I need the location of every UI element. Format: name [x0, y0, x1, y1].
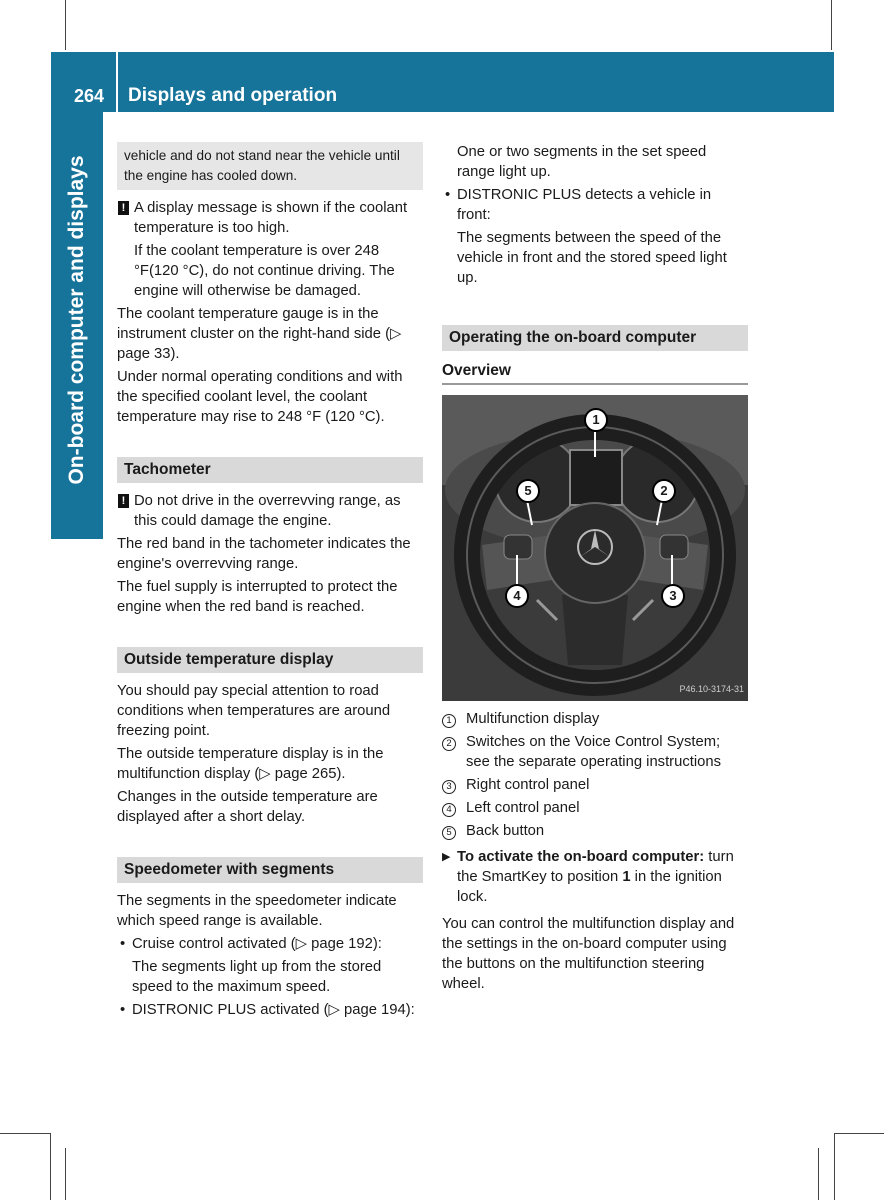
crop-mark — [834, 1133, 884, 1134]
side-tab-label: On-board computer and displays — [65, 155, 88, 485]
bullet-text: DISTRONIC PLUS detects a vehicle in front: — [457, 187, 712, 223]
legend-text: Back button — [466, 823, 545, 839]
note-box: vehicle and do not stand near the vehicle until the engine has cooled down. — [117, 142, 423, 190]
warning-coolant — [117, 198, 423, 304]
action-text: turn the SmartKey to position — [457, 849, 734, 885]
paragraph: The fuel supply is interrupted to protect the engine when the red band is reached. — [117, 579, 398, 615]
warning-tachometer — [117, 491, 423, 534]
crop-mark — [65, 1148, 66, 1200]
section-heading-speedometer: Speedometer with segments — [117, 857, 423, 883]
section-heading-operating: Operating the on-board computer — [442, 325, 748, 351]
warning-text: A display message is shown if the coolant temperature is too high. — [134, 200, 408, 236]
legend-item — [442, 775, 748, 795]
warning-text: Do not drive in the overrevving range, as this could damage the engine. — [134, 493, 401, 529]
legend-number: 1 — [442, 714, 456, 728]
crop-mark — [831, 0, 832, 50]
bullet-text: Cruise control activated (▷ page 192): — [132, 936, 382, 952]
steering-wheel-illustration — [442, 395, 748, 701]
legend-number: 4 — [442, 803, 456, 817]
bullet-icon: • — [120, 936, 126, 952]
arrow-icon: ▶ — [442, 851, 451, 863]
bullet-subtext: The segments between the speed of the vehicle in front and the stored speed light up. — [457, 230, 727, 286]
warning-icon: ! — [118, 494, 129, 508]
bullet-subtext: The segments light up from the stored speed to the maximum speed. — [132, 959, 382, 995]
warning-text: If the coolant temperature is over 248 °F(120 °C), do not continue driving. The engine will otherwise be damaged. — [134, 243, 395, 299]
legend-text: Switches on the Voice Control System; see the separate operating instructions — [466, 734, 721, 770]
bullet-icon: • — [445, 187, 451, 203]
crop-mark — [834, 1133, 835, 1200]
ignition-position: 1 — [622, 869, 631, 885]
paragraph: Changes in the outside temperature are displayed after a short delay. — [117, 789, 378, 825]
paragraph: You can control the multifunction display and the settings in the on-board computer using the buttons on the multifunction steering wheel. — [442, 916, 735, 992]
paragraph: The segments in the speedometer indicate which speed range is available. — [117, 893, 397, 929]
crop-mark — [818, 1148, 819, 1200]
legend-item — [442, 732, 748, 772]
callout-4: 4 — [505, 584, 529, 608]
steering-wheel-figure — [442, 395, 748, 701]
section-heading-outside-temperature: Outside temperature display — [117, 647, 423, 673]
action-label: To activate the on-board computer: — [457, 849, 705, 865]
bullet-text: DISTRONIC PLUS activated (▷ page 194): — [132, 1002, 415, 1018]
right-column — [442, 142, 748, 997]
subheading-overview: Overview — [442, 361, 748, 385]
paragraph: The coolant temperature gauge is in the instrument cluster on the right-hand side (▷ page 33). — [117, 306, 402, 362]
paragraph: The red band in the tachometer indicates the engine's overrevving range. — [117, 536, 411, 572]
legend-number: 2 — [442, 737, 456, 751]
legend-item — [442, 821, 748, 841]
crop-mark — [50, 1133, 51, 1200]
callout-1: 1 — [584, 408, 608, 432]
page-title: Displays and operation — [128, 85, 338, 106]
action-text: in the ignition lock. — [457, 869, 722, 905]
bullet-item — [117, 934, 423, 1000]
bullet-item — [117, 1000, 423, 1023]
header-separator — [116, 52, 118, 112]
crop-mark — [0, 1133, 50, 1134]
callout-5: 5 — [516, 479, 540, 503]
legend-number: 5 — [442, 826, 456, 840]
legend-text: Right control panel — [466, 777, 590, 793]
paragraph: The outside temperature display is in the multifunction display (▷ page 265). — [117, 746, 384, 782]
paragraph: One or two segments in the set speed range light up. — [457, 144, 707, 180]
paragraph: Under normal operating conditions and with the specified coolant level, the coolant temperature may rise to 248 °F (120 °C). — [117, 369, 403, 425]
legend-text: Left control panel — [466, 800, 580, 816]
legend-text: Multifunction display — [466, 711, 600, 727]
section-heading-tachometer: Tachometer — [117, 457, 423, 483]
callout-2: 2 — [652, 479, 676, 503]
bullet-item — [442, 185, 748, 291]
left-column — [117, 142, 423, 1023]
paragraph: You should pay special attention to road conditions when temperatures are around freezing point. — [117, 683, 391, 739]
page-number: 264 — [74, 86, 105, 106]
figure-code: P46.10-3174-31 — [679, 684, 744, 694]
action-step — [442, 847, 748, 910]
bullet-icon: • — [120, 1002, 126, 1018]
warning-icon: ! — [118, 201, 129, 215]
crop-mark — [65, 0, 66, 50]
legend-item — [442, 709, 748, 729]
legend-item — [442, 798, 748, 818]
callout-3: 3 — [661, 584, 685, 608]
legend-number: 3 — [442, 780, 456, 794]
